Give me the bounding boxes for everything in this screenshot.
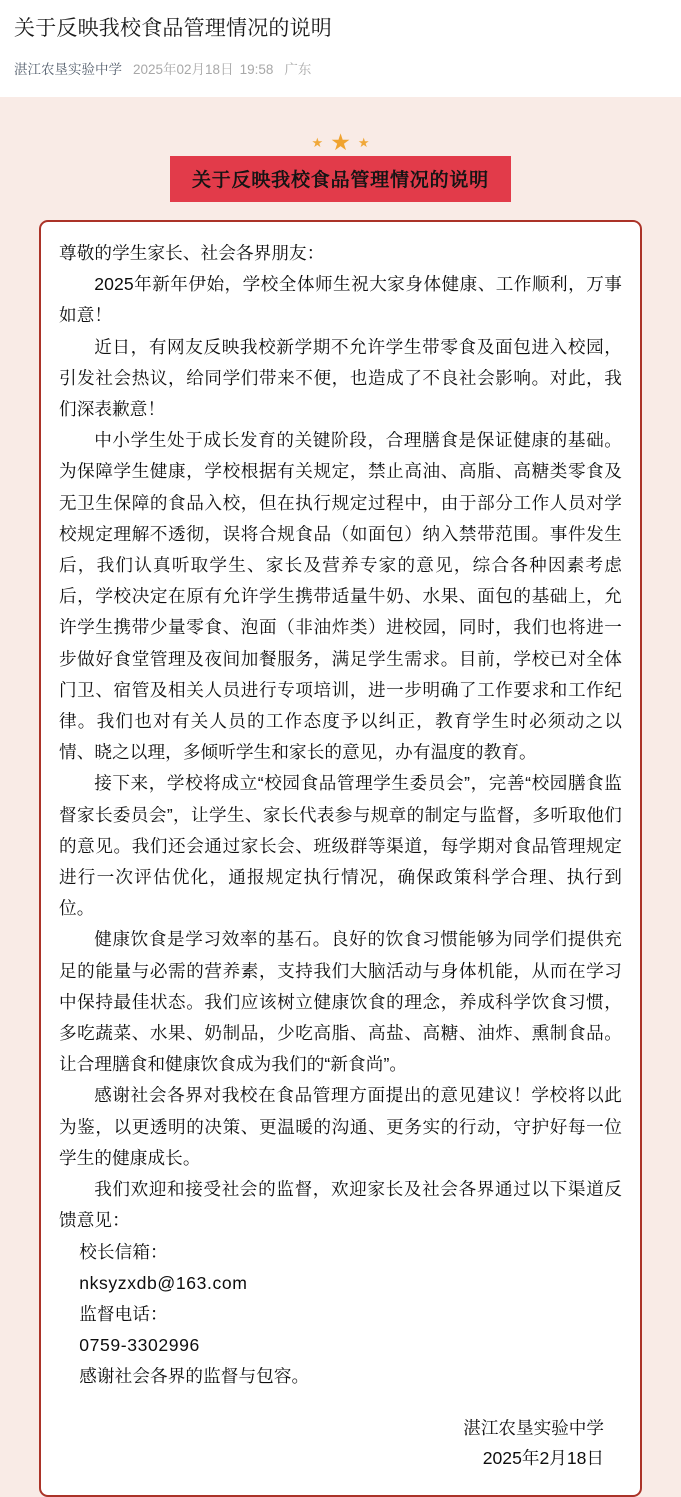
- document-body: [59, 238, 622, 1473]
- banner-title: 关于反映我校食品管理情况的说明: [170, 156, 511, 202]
- paragraph-3: 中小学生处于成长发育的关键阶段，合理膳食是保证健康的基础。为保障学生健康，学校根据有关规定，禁止高油、高脂、高糖类零食及无卫生保障的食品入校，但在执行规定过程中，由于部分工作人员对学校规定理解不透彻，误将合规食品（如面包）纳入禁带范围。事件发生后，我们认真听取学生、家长及营养专家的意见，综合各种因素考虑后，学校决定在原有允许学生携带适量牛奶、水果、面包的基础上，允许学生携带少量零食、泡面（非油炸类）进校园，同时，我们也将进一步做好食堂管理及夜间加餐服务，满足学生需求。目前，学校已对全体门卫、宿管及相关人员进行专项培训，进一步明确了工作要求和工作纪律。我们也对有关人员的工作态度予以纠正，教育学生时必须动之以情、晓之以理，多倾听学生和家长的意见，办有温度的教育。: [59, 430, 622, 763]
- paragraph-2: 近日，有网友反映我校新学期不允许学生带零食及面包进入校园，引发社会热议，给同学们带来不便，也造成了不良社会影响。对此，我们深表歉意！: [59, 336, 622, 420]
- closing-line: 感谢社会各界的监督与包容。: [79, 1366, 310, 1387]
- phone-value[interactable]: 0759-3302996: [79, 1335, 200, 1356]
- article-header: [0, 0, 681, 97]
- paragraph-6: 感谢社会各界对我校在食品管理方面提出的意见建议！学校将以此为鉴，以更透明的决策、更温暖的沟通、更务实的行动，守护好每一位学生的健康成长。: [59, 1085, 622, 1168]
- salutation: 尊敬的学生家长、社会各界朋友：: [59, 243, 325, 263]
- paragraph-1: 2025年新年伊始，学校全体师生祝大家身体健康、工作顺利，万事如意！: [59, 274, 622, 326]
- publish-region: 广东: [284, 62, 312, 77]
- page-title: 关于反映我校食品管理情况的说明: [14, 17, 332, 40]
- stars-decoration: [0, 128, 681, 155]
- banner-section: [0, 97, 681, 202]
- paragraph-5: 健康饮食是学习效率的基石。良好的饮食习惯能够为同学们提供充足的能量与必需的营养素，支持我们大脑活动与身体机能，从而在学习中保持最佳状态。我们应该树立健康饮食的理念，养成科学饮食习惯，多吃蔬菜、水果、奶制品，少吃高脂、高盐、高糖、油炸、熏制食品。让合理膳食和健康饮食成为我们的“新食尚”。: [59, 929, 622, 1075]
- document-card: [39, 220, 642, 1497]
- star-icon-right: ★: [357, 134, 370, 150]
- star-icon-center: ★: [330, 128, 351, 155]
- article-body: [0, 97, 681, 1497]
- signature-date: 2025年2月18日: [482, 1447, 604, 1468]
- phone-label: 监督电话：: [79, 1303, 168, 1324]
- publish-date: 2025年02月18日: [133, 62, 234, 77]
- article-meta: [14, 61, 667, 79]
- signature-organization: 湛江农垦实验中学: [463, 1417, 604, 1438]
- paragraph-4: 接下来，学校将成立“校园食品管理学生委员会”，完善“校园膳食监督家长委员会”，让学生、家长代表参与规章的制定与监督，多听取他们的意见。我们还会通过家长会、班级群等渠道，每学期对食品管理规定进行一次评估优化，通报规定执行情况，确保政策科学合理、执行到位。: [59, 773, 622, 919]
- email-value[interactable]: nksyzxdb@163.com: [79, 1272, 248, 1293]
- email-label: 校长信箱：: [79, 1241, 168, 1262]
- account-name[interactable]: 湛江农垦实验中学: [14, 62, 122, 77]
- paragraph-7: 我们欢迎和接受社会的监督，欢迎家长及社会各界通过以下渠道反馈意见：: [59, 1179, 622, 1231]
- publish-time: 19:58: [239, 62, 274, 77]
- star-icon-left: ★: [311, 134, 324, 150]
- signature-block: [59, 1413, 622, 1473]
